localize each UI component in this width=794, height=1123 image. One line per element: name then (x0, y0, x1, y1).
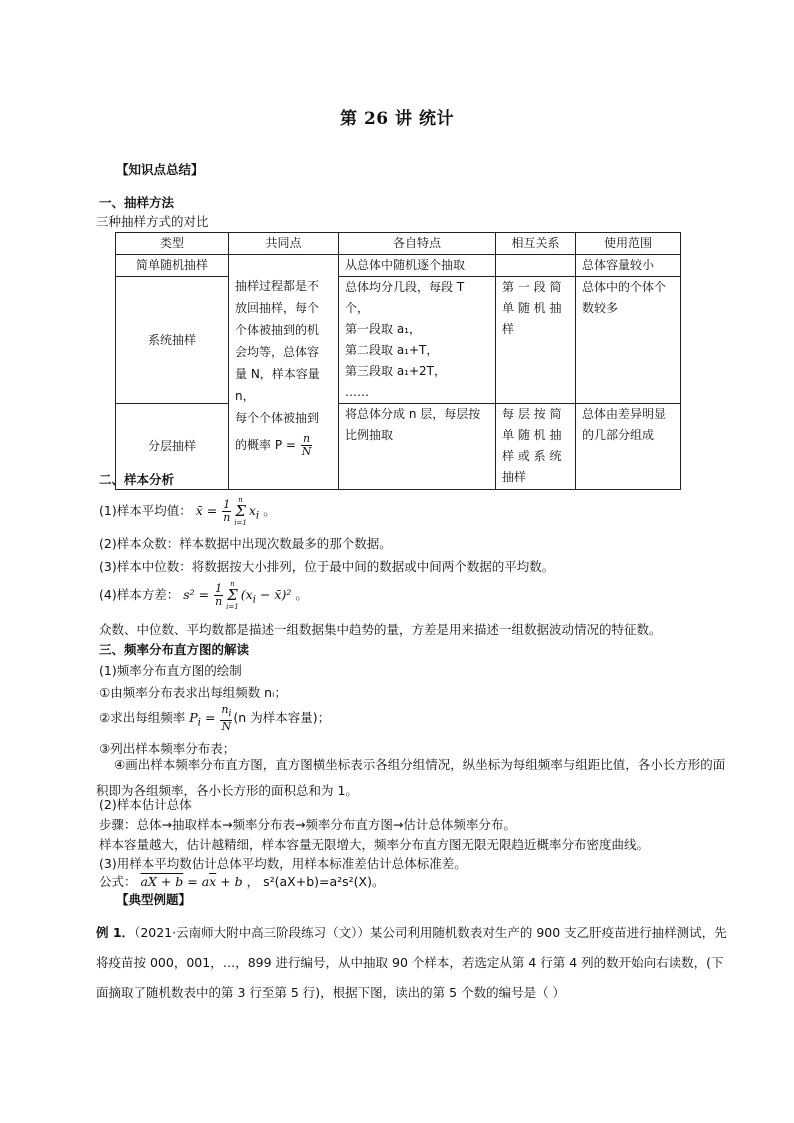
histogram-step-1a: ①由频率分布表求出每组频数 nᵢ； (99, 685, 287, 700)
feature-line: 将总体分成 n 层，每层按 (345, 407, 481, 421)
sample-variance-label: (4)样本方差： (99, 587, 180, 602)
heading-sampling-methods: 一、抽样方法 (99, 195, 175, 210)
section-examples-heading: 【典型例题】 (116, 892, 192, 907)
linear-mean-formula: aX + $b = a\overline{x} + b$ (140, 874, 243, 889)
feature-line: 第三段取 a₁+2T， (345, 364, 446, 378)
feature-line: 第二段取 a₁+T， (345, 343, 439, 357)
sampling-comparison-table (115, 232, 681, 490)
cell-range-systematic (576, 277, 681, 404)
variance-scaling-formula: s²(aX+b)=a²s²(X)。 (263, 874, 385, 889)
heading-histogram: 三、频率分布直方图的解读 (99, 642, 250, 657)
header-relation: 相互关系 (496, 233, 576, 255)
common-line: 每个个体被抽到 (235, 411, 320, 425)
sample-mode-line: (2)样本众数：样本数据中出现次数最多的那个数据。 (99, 536, 392, 551)
cell-feature-stratified (339, 404, 496, 490)
fraction-n-over-N: $\frac{n}{N}$ (301, 432, 312, 458)
range-line: 数较多 (582, 301, 619, 315)
range-line: 总体中的个体个 (582, 280, 667, 294)
header-common: 共同点 (229, 233, 339, 255)
header-type: 类型 (116, 233, 229, 255)
cell-relation-stratified (496, 404, 576, 490)
mean-formula: x̄ = $\frac{1}{n}$ n Σ $i=1x_i$ (195, 496, 260, 527)
histogram-step-1b (99, 704, 330, 737)
example-1-label: 例 1． (96, 925, 135, 940)
estimate-heading: (2)样本估计总体 (99, 797, 192, 812)
step-1b-prefix: ②求出每组频率 (99, 710, 186, 726)
feature-line: 第一段取 a₁， (345, 322, 421, 336)
cell-relation-simple (496, 255, 576, 277)
histogram-step-1c: ③列出样本频率分布表； (99, 741, 236, 756)
header-range: 使用范围 (576, 233, 681, 255)
relation-line: 单 随 机 抽 (502, 428, 562, 442)
table-caption: 三种抽样方式的对比 (96, 214, 209, 229)
sample-median-line: (3)样本中位数：将数据按大小排列，位于最中间的数据或中间两个数据的平均数。 (99, 559, 555, 574)
cell-type-systematic: 系统抽样 (116, 277, 229, 404)
relation-line: 样 (502, 322, 515, 336)
cell-feature-systematic (339, 277, 496, 404)
section-summary-heading: 【知识点总结】 (116, 162, 204, 177)
cell-common (229, 255, 339, 490)
sample-mean-label: (1)样本平均值： (99, 503, 192, 518)
table-row (116, 255, 681, 277)
histogram-step-1: (1)频率分布直方图的绘制 (99, 663, 242, 678)
example-1-text: （2021·云南师大附中高三阶段练习（文））某公司利用随机数表对生产的 900 支乙肝疫苗进行抽样测试，先将疫苗按 000，001，…，899 进行编号，从中抽取 90 个样本，若选定从第 4 行第 4 列的数开始向右读数，(下面摘取了随机数表中的第 3 行至第 5 行)，根据下图，读出的第 5 个数的编号是（ ） (96, 925, 727, 1000)
feature-line: …… (345, 385, 369, 399)
probability-formula (235, 433, 332, 458)
estimate-steps: 步骤：总体→抽取样本→频率分布表→频率分布直方图→估计总体频率分布。 (99, 817, 516, 832)
relation-line: 第 一 段 简 (502, 280, 562, 294)
step-1b-suffix: (n 为样本容量)； (233, 710, 331, 726)
common-line: 放回抽样，每个 (235, 301, 320, 315)
variance-formula: s² = $\frac{1}{n}$ n Σ $i=1(x_i$ − x̄)² (183, 580, 292, 611)
formula-label: 公式： (99, 874, 137, 889)
relation-line: 单 随 机 抽 (502, 301, 562, 315)
relation-line: 样 或 系 统 (502, 449, 562, 463)
cell-type-stratified: 分层抽样 (116, 404, 229, 490)
feature-line: 比例抽取 (345, 428, 394, 442)
cell-feature-simple: 从总体中随机逐个抽取 (339, 255, 496, 277)
common-line: 会均等，总体容 (235, 345, 320, 359)
table-row (116, 277, 681, 404)
common-line: 抽样过程都是不 (235, 279, 320, 293)
common-line: 量 N，样本容量 n， (235, 367, 320, 403)
range-line: 总体由差异明显 (582, 407, 667, 421)
relation-line: 抽样 (502, 470, 527, 484)
estimate-note: 样本容量越大，估计越精细，样本容量无限增大，频率分布直方图无限无限趋近概率分布密度曲线。 (99, 837, 650, 852)
heading-sample-analysis: 二、样本分析 (99, 472, 175, 487)
cell-range-stratified (576, 404, 681, 490)
cell-type-simple: 简单随机抽样 (116, 255, 229, 277)
statistics-note: 众数、中位数、平均数都是描述一组数据集中趋势的量，方差是用来描述一组数据波动情况的特征数。 (99, 622, 662, 637)
table-header-row (116, 233, 681, 255)
histogram-step-1d: ④画出样本频率分布直方图，直方图横坐标表示各组分组情况，纵坐标为每组频率与组距比值，各小长方形的面积即为各组频率，各小长方形的面积总和为 1。 (96, 757, 726, 798)
formula-line: 公式： aX + $b = a\overline{x} + b$ ， s²(aX+b)=a²s²(X)。 (99, 874, 385, 889)
common-line: 的概率 P = (235, 438, 296, 452)
cell-relation-systematic (496, 277, 576, 404)
frequency-formula: $P_i$ = $\frac{n_i}{N}$ (189, 703, 232, 734)
header-features: 各自特点 (339, 233, 496, 255)
feature-line: 总体均分几段，每段 T 个， (345, 280, 465, 315)
common-line: 个体被抽到的机 (235, 323, 320, 337)
table-row (116, 404, 681, 490)
relation-line: 每 层 按 简 (502, 407, 562, 421)
sample-variance-line: (4)样本方差： s² = $\frac{1}{n}$ n Σ $i=1(x_i$ − x̄)² 。 (99, 580, 308, 611)
range-line: 的几部分组成 (582, 428, 655, 442)
estimate-mean-std: (3)用样本平均数估计总体平均数，用样本标准差估计总体标准差。 (99, 856, 467, 871)
sample-mean-line: (1)样本平均值： x̄ = $\frac{1}{n}$ n Σ $i=1x_i$ 。 (99, 496, 276, 527)
page-title: 第 26 讲 统计 (340, 109, 454, 129)
example-1 (96, 918, 728, 1008)
cell-range-simple: 总体容量较小 (576, 255, 681, 277)
